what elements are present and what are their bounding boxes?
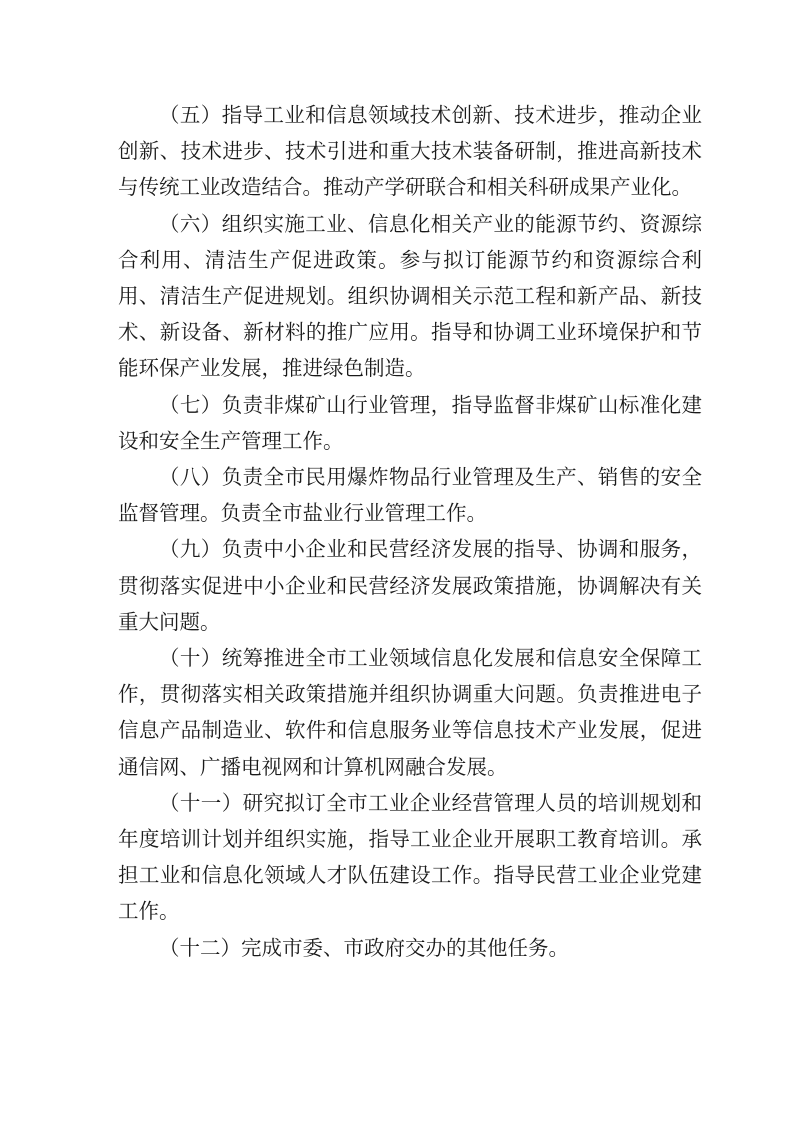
paragraph-12: （十二）完成市委、市政府交办的其他任务。 bbox=[159, 935, 569, 960]
paragraph-10: （十）统筹推进全市工业领域信息化发展和信息安全保障工作，贯彻落实相关政策措施并组织协调重大问题。负责推进电子信息产品制造业、软件和信息服务业等信息技术产业发展，促进通信网、广播电视网和计算机网融合发展。 bbox=[118, 646, 702, 779]
paragraph-8: （八）负责全市民用爆炸物品行业管理及生产、销售的安全监督管理。负责全市盐业行业管理工作。 bbox=[118, 465, 702, 526]
paragraph-6: （六）组织实施工业、信息化相关产业的能源节约、资源综合利用、清洁生产促进政策。参与拟订能源节约和资源综合利用、清洁生产促进规划。组织协调相关示范工程和新产品、新技术、新设备、新材料的推广应用。指导和协调工业环境保护和节能环保产业发展，推进绿色制造。 bbox=[118, 211, 702, 381]
document-body bbox=[118, 97, 702, 966]
paragraph-9: （九）负责中小企业和民营经济发展的指导、协调和服务，贯彻落实促进中小企业和民营经济发展政策措施，协调解决有关重大问题。 bbox=[118, 537, 702, 634]
paragraph-11: （十一）研究拟订全市工业企业经营管理人员的培训规划和年度培训计划并组织实施，指导工业企业开展职工教育培训。承担工业和信息化领域人才队伍建设工作。指导民营工业企业党建工作。 bbox=[118, 790, 702, 924]
paragraph-5: （五）指导工业和信息领域技术创新、技术进步，推动企业创新、技术进步、技术引进和重大技术装备研制，推进高新技术与传统工业改造结合。推动产学研联合和相关科研成果产业化。 bbox=[118, 103, 702, 200]
paragraph-7: （七）负责非煤矿山行业管理，指导监督非煤矿山标准化建设和安全生产管理工作。 bbox=[118, 392, 702, 453]
